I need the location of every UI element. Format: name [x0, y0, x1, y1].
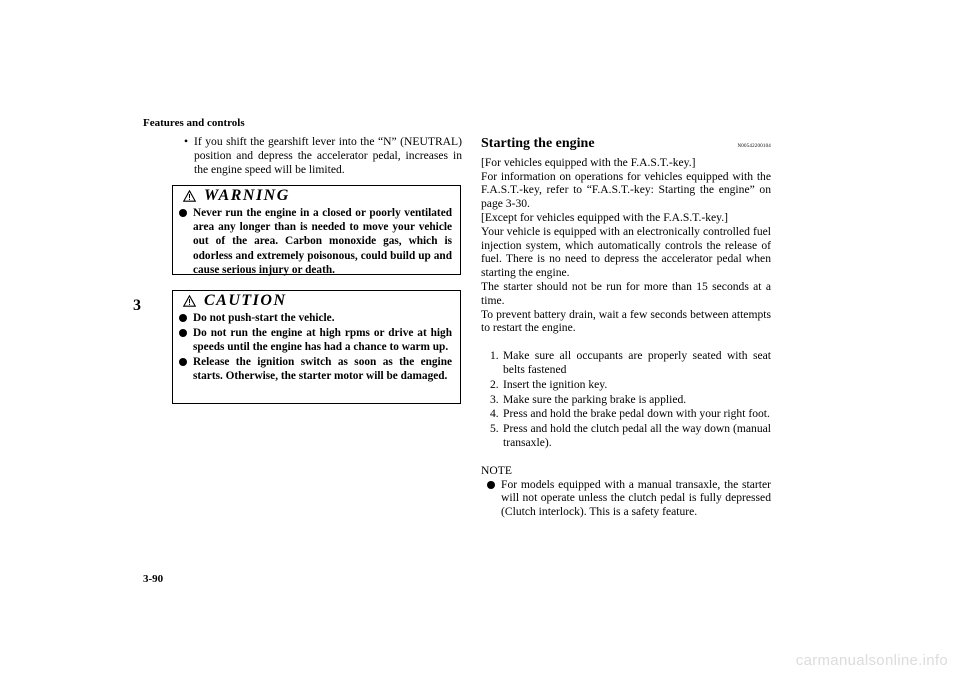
warning-box	[172, 185, 461, 275]
paragraph: For information on operations for vehicles equipped with the F.A.S.T.-key, refer to “F.A.S.T.-key: Starting the engine” on page 3-30.	[481, 169, 771, 211]
step-item	[490, 407, 771, 421]
right-column	[481, 137, 771, 519]
warning-title: WARNING	[204, 186, 290, 204]
neutral-bullet-text: If you shift the gearshift lever into the “N” (NEUTRAL) position and depress the accelerator pedal, increases in the engine speed will be limited.	[194, 135, 462, 176]
step-item	[490, 422, 771, 450]
bullet-dot	[179, 355, 193, 383]
caution-item	[179, 355, 452, 383]
caution-box	[172, 290, 461, 404]
step-item	[490, 378, 771, 392]
site-watermark: carmanualsonline.info	[795, 652, 948, 669]
note-item-text: For models equipped with a manual transaxle, the starter will not operate unless the clutch pedal is fully depressed (Clutch interlock). This is a safety feature.	[501, 477, 771, 519]
step-text: Press and hold the clutch pedal all the way down (manual transaxle).	[503, 422, 771, 449]
left-column	[172, 135, 462, 177]
note-label: NOTE	[481, 463, 512, 477]
neutral-bullet	[172, 135, 462, 177]
paragraph: Your vehicle is equipped with an electronically controlled fuel injection system, which automatically controls the release of fuel. There is no need to depress the accelerator pedal when starting the engine.	[481, 224, 771, 280]
caution-item-text: Do not run the engine at high rpms or drive at high speeds until the engine has had a chance to warm up.	[193, 327, 452, 354]
step-text: Press and hold the brake pedal down with your right foot.	[503, 407, 770, 421]
caution-item	[179, 326, 452, 354]
warning-triangle-icon	[183, 190, 196, 202]
bullet-dot	[487, 478, 501, 519]
page-number: 3-90	[143, 573, 164, 585]
step-text: Make sure the parking brake is applied.	[503, 392, 687, 406]
bullet-dot	[179, 311, 193, 326]
caution-item-text: Release the ignition switch as soon as the engine starts. Otherwise, the starter motor will be damaged.	[193, 355, 452, 382]
bullet-dot	[179, 206, 193, 277]
caution-item	[179, 311, 452, 326]
step-number: 5.	[490, 422, 499, 436]
step-item	[490, 349, 771, 377]
step-text: Insert the ignition key.	[503, 377, 608, 391]
bullet-mark: •	[184, 135, 189, 148]
caution-title: CAUTION	[204, 291, 287, 309]
section-title: Starting the engine	[481, 136, 595, 151]
paragraph: To prevent battery drain, wait a few seconds between attempts to restart the engine.	[481, 307, 771, 335]
paragraph: The starter should not be run for more than 15 seconds at a time.	[481, 279, 771, 307]
warning-item-text: Never run the engine in a closed or poorly ventilated area any longer than is needed to move your vehicle out of the area. Carbon monoxide gas, which is odorless and extremely poisonous, could build up and cause serious injury or death.	[193, 207, 452, 276]
paragraph: [For vehicles equipped with the F.A.S.T.-key.]	[481, 155, 696, 169]
step-number: 2.	[490, 377, 499, 391]
section-heading	[481, 137, 771, 154]
steps-list	[481, 349, 771, 450]
paragraph: [Except for vehicles equipped with the F.A.S.T.-key.]	[481, 210, 728, 224]
caution-triangle-icon	[183, 295, 196, 307]
caution-item-text: Do not push-start the vehicle.	[193, 312, 335, 324]
step-text: Make sure all occupants are properly seated with seat belts fastened	[503, 349, 771, 376]
step-number: 3.	[490, 392, 499, 406]
running-header: Features and controls	[143, 117, 245, 129]
note-item	[481, 478, 771, 519]
section-code: N00542200104	[737, 144, 771, 149]
warning-item	[179, 206, 452, 277]
step-item	[490, 393, 771, 407]
bullet-dot	[179, 326, 193, 354]
step-number: 1.	[490, 349, 499, 363]
warning-header	[179, 186, 452, 206]
chapter-tab: 3	[133, 297, 141, 314]
step-number: 4.	[490, 407, 499, 421]
caution-header	[179, 291, 452, 311]
